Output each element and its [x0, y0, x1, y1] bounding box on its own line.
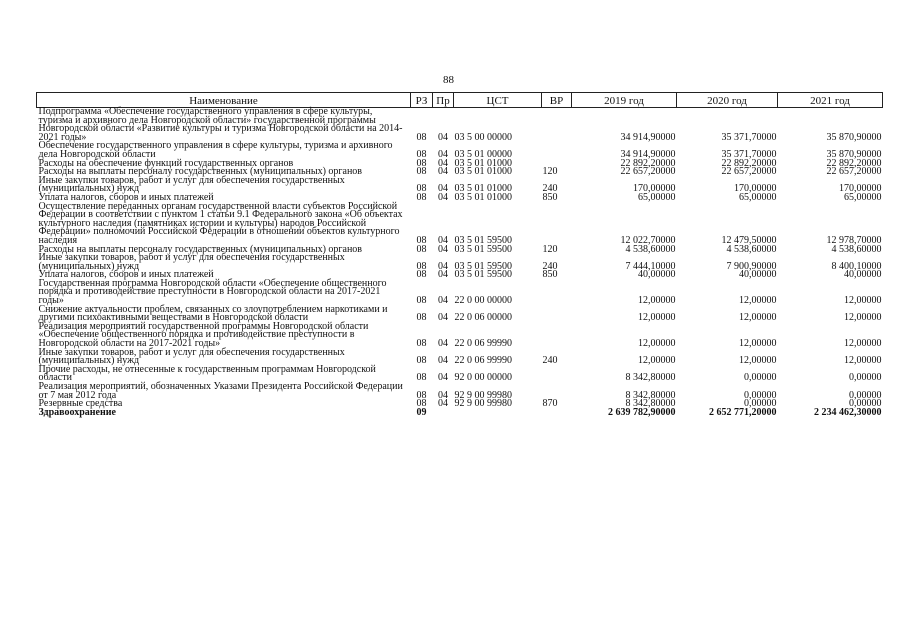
cell-name: Уплата налогов, сборов и иных платежей	[38, 269, 214, 281]
cell-cst: 03 5 01 01000	[454, 166, 512, 178]
cell-2020: 4 538,60000	[726, 243, 777, 255]
cell-cst: 92 9 00 99980	[454, 398, 512, 410]
header-rz: РЗ	[411, 93, 433, 108]
cell-2021: 12,00000	[844, 312, 882, 324]
cell-name: Реализация мероприятий государственной программы Новгородской области «Обеспечение общественного порядка и противодействие преступности в Новгородской области на 2017-2021 годы»	[38, 320, 369, 350]
cell-vr: 120	[542, 243, 558, 255]
header-2019: 2019 год	[572, 93, 677, 108]
cell-2020: 0,00000	[744, 398, 777, 410]
table-row	[37, 409, 883, 418]
cell-vr: 850	[542, 191, 558, 203]
cell-name: Здравоохранение	[38, 406, 116, 418]
cell-cst: 03 5 01 01000	[454, 191, 512, 203]
cell-2020: 12 479,50000	[721, 234, 777, 246]
header-name: Наименование	[37, 93, 411, 108]
cell-2021: 12 978,70000	[826, 234, 882, 246]
cell-vr: 870	[542, 398, 558, 410]
cell-cst: 22 0 06 99990	[454, 355, 512, 367]
cell-cst: 03 5 01 59500	[454, 243, 512, 255]
cell-2020: 12,00000	[739, 295, 777, 307]
cell-vr	[542, 366, 572, 383]
cell-cst: 03 5 01 59500	[454, 260, 512, 272]
cell-name: Реализация мероприятий, обозначенных Указами Президента Российской Федерации от 7 мая 2012 года	[38, 381, 403, 401]
cell-rz: 08	[416, 131, 427, 143]
table-body	[37, 108, 883, 418]
cell-2019: 34 914,90000	[620, 131, 676, 143]
cell-2019: 22 657,20000	[620, 166, 676, 178]
cell-vr	[542, 203, 572, 246]
cell-2019: 34 914,90000	[620, 148, 676, 160]
header-vr: ВР	[542, 93, 572, 108]
cell-2019: 2 639 782,90000	[608, 406, 676, 418]
cell-name: Иные закупки товаров, работ и услуг для обеспечения государственных (муниципальных) нужд	[38, 174, 345, 195]
cell-rz: 08	[416, 234, 427, 246]
cell-pr: 04	[438, 243, 448, 255]
cell-2021: 0,00000	[849, 398, 882, 410]
cell-rz: 08	[416, 312, 427, 324]
cell-rz: 08	[416, 183, 427, 195]
cell-pr: 04	[438, 389, 448, 401]
header-2020: 2020 год	[677, 93, 778, 108]
cell-2021: 0,00000	[849, 372, 882, 384]
page-number: 88	[443, 74, 454, 86]
cell-2021: 12,00000	[844, 295, 882, 307]
cell-vr	[542, 280, 572, 306]
cell-pr: 04	[438, 166, 448, 178]
cell-pr	[433, 409, 454, 418]
cell-2021: 2 234 462,30000	[814, 406, 882, 418]
cell-2019: 4 538,60000	[625, 243, 676, 255]
cell-vr: 240	[542, 260, 558, 272]
cell-2019: 8 342,80000	[625, 372, 676, 384]
cell-2019: 22 892,20000	[620, 157, 676, 169]
header-pr: Пр	[433, 93, 454, 108]
cell-2020: 40,00000	[739, 269, 777, 281]
cell-2020: 22 892,20000	[721, 157, 777, 169]
cell-2019: 65,00000	[638, 191, 676, 203]
cell-pr: 04	[438, 183, 448, 195]
cell-vr: 120	[542, 166, 558, 178]
cell-2019: 12,00000	[638, 295, 676, 307]
cell-name: Прочие расходы, не отнесенные к государственным программам Новгородской области	[38, 363, 376, 384]
cell-rz: 08	[416, 157, 427, 169]
cell-rz: 08	[416, 260, 427, 272]
cell-rz: 08	[416, 295, 427, 307]
cell-name: Государственная программа Новгородской области «Обеспечение общественного порядка и противодействие преступности в Новгородской области на 2017-2021 годы»	[38, 277, 387, 307]
header-cst: ЦСТ	[454, 93, 542, 108]
cell-pr: 04	[438, 148, 448, 160]
table-row	[37, 280, 883, 306]
cell-rz: 08	[416, 191, 427, 203]
cell-name: Расходы на обеспечение функций государственных органов	[38, 157, 294, 169]
cell-2021: 22 892,20000	[826, 157, 882, 169]
cell-vr	[542, 108, 572, 143]
cell-2021: 0,00000	[849, 389, 882, 401]
cell-pr: 04	[438, 355, 448, 367]
cell-cst: 22 0 06 99990	[454, 338, 512, 350]
cell-cst: 03 5 01 01000	[454, 157, 512, 169]
cell-pr: 04	[438, 312, 448, 324]
cell-vr	[542, 142, 572, 159]
cell-vr	[542, 323, 572, 349]
cell-pr: 04	[438, 269, 448, 281]
cell-2019: 12,00000	[638, 338, 676, 350]
cell-2019: 12,00000	[638, 312, 676, 324]
cell-cst: 22 0 06 00000	[454, 312, 512, 324]
cell-2019: 8 342,80000	[625, 398, 676, 410]
cell-2019: 7 444,10000	[625, 260, 676, 272]
cell-pr: 04	[438, 398, 448, 410]
cell-2021: 35 870,90000	[826, 131, 882, 143]
cell-cst: 92 0 00 00000	[454, 372, 512, 384]
cell-cst: 22 0 00 00000	[454, 295, 512, 307]
cell-cst: 03 5 01 01000	[454, 183, 512, 195]
budget-table	[36, 92, 883, 417]
cell-rz: 08	[416, 372, 427, 384]
cell-name: Резервные средства	[38, 398, 123, 410]
cell-rz: 08	[416, 389, 427, 401]
cell-name: Расходы на выплаты персоналу государственных (муниципальных) органов	[38, 243, 363, 255]
cell-pr: 04	[438, 295, 448, 307]
cell-cst: 03 5 01 59500	[454, 234, 512, 246]
cell-pr: 04	[438, 131, 448, 143]
cell-vr: 240	[542, 183, 558, 195]
cell-2020: 2 652 771,20000	[709, 406, 777, 418]
cell-vr	[542, 306, 572, 323]
cell-cst	[454, 409, 542, 418]
cell-2020: 170,00000	[734, 183, 777, 195]
cell-pr: 04	[438, 234, 448, 246]
cell-rz: 08	[416, 269, 427, 281]
cell-cst: 03 5 00 00000	[454, 131, 512, 143]
cell-name: Обеспечение государственного управления в сфере культуры, туризма и архивного дела Новгородской области	[38, 140, 393, 160]
cell-pr: 04	[438, 372, 448, 384]
cell-2021: 65,00000	[844, 191, 882, 203]
cell-2020: 35 371,70000	[721, 131, 777, 143]
cell-rz: 08	[416, 166, 427, 178]
cell-rz: 09	[416, 406, 427, 418]
cell-pr: 04	[438, 191, 448, 203]
cell-2020: 12,00000	[739, 338, 777, 350]
cell-rz: 08	[416, 338, 427, 350]
cell-name: Расходы на выплаты персоналу государственных (муниципальных) органов	[38, 166, 363, 178]
cell-vr: 240	[542, 355, 558, 367]
cell-2020: 0,00000	[744, 389, 777, 401]
table-row	[37, 203, 883, 246]
cell-2020: 35 371,70000	[721, 148, 777, 160]
cell-name: Осуществление переданных органам государственной власти субъектов Российской Федерации в соответствии с пунктом 1 статьи 9.1 Федерального закона «Об объектах культурного наследия (памятниках истории и культуры) народов Российской Федерации» полномочий Российской Федерации в отношении объектов культурного наследия	[38, 200, 403, 246]
cell-pr: 04	[438, 338, 448, 350]
cell-pr: 04	[438, 260, 448, 272]
cell-2021: 8 400,10000	[831, 260, 882, 272]
cell-name: Иные закупки товаров, работ и услуг для обеспечения государственных (муниципальных) нужд	[38, 252, 345, 272]
cell-2020: 22 657,20000	[721, 166, 777, 178]
cell-2019: 170,00000	[633, 183, 676, 195]
table-row	[37, 323, 883, 349]
header-2021: 2021 год	[778, 93, 883, 108]
cell-2020: 65,00000	[739, 191, 777, 203]
cell-name: Подпрограмма «Обеспечение государственного управления в сфере культуры, туризма и архивного дела Новгородской области» государственной программы Новгородской области «Развитие культуры и туризма Новгородской области на 2014-2021 годы»	[38, 106, 403, 143]
cell-2021: 170,00000	[839, 183, 882, 195]
cell-rz: 08	[416, 355, 427, 367]
cell-vr: 850	[542, 269, 558, 281]
cell-2021: 40,00000	[844, 269, 882, 281]
cell-2019: 12 022,70000	[620, 234, 676, 246]
cell-2021: 12,00000	[844, 355, 882, 367]
table-row	[37, 108, 883, 143]
cell-2021: 35 870,90000	[826, 148, 882, 160]
cell-2019: 40,00000	[638, 269, 676, 281]
cell-rz: 08	[416, 243, 427, 255]
cell-2019: 12,00000	[638, 355, 676, 367]
cell-name: Иные закупки товаров, работ и услуг для обеспечения государственных (муниципальных) нужд	[38, 346, 345, 367]
cell-2021: 12,00000	[844, 338, 882, 350]
cell-rz: 08	[416, 398, 427, 410]
cell-2020: 12,00000	[739, 312, 777, 324]
cell-2020: 12,00000	[739, 355, 777, 367]
cell-name: Снижение актуальности проблем, связанных со злоупотреблением наркотиками и другими психоактивными веществами в Новгородской области	[38, 303, 388, 324]
cell-2019: 8 342,80000	[625, 389, 676, 401]
cell-2021: 4 538,60000	[831, 243, 882, 255]
cell-2021: 22 657,20000	[826, 166, 882, 178]
cell-cst: 03 5 01 59500	[454, 269, 512, 281]
cell-2020: 0,00000	[744, 372, 777, 384]
cell-cst: 03 5 01 00000	[454, 148, 512, 160]
cell-cst: 92 9 00 99980	[454, 389, 512, 401]
cell-pr: 04	[438, 157, 448, 169]
cell-rz: 08	[416, 148, 427, 160]
table-row	[37, 142, 883, 159]
cell-vr	[542, 409, 572, 418]
cell-name: Уплата налогов, сборов и иных платежей	[38, 191, 214, 203]
cell-2020: 7 900,90000	[726, 260, 777, 272]
